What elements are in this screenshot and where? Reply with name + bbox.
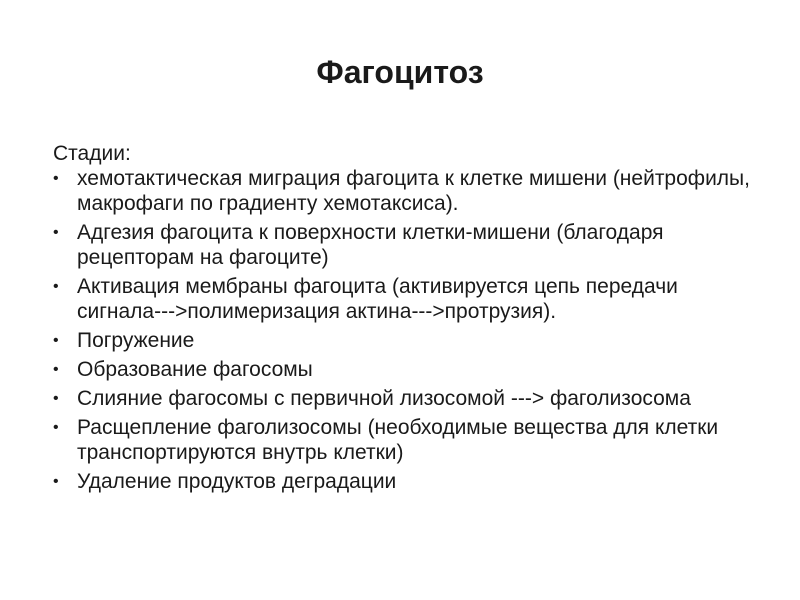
stages-list — [53, 166, 763, 494]
list-item — [53, 166, 763, 216]
list-item-text: Удаление продуктов деградации — [77, 470, 397, 493]
list-item — [53, 415, 763, 465]
list-item-text: Слияние фагосомы с первичной лизосомой ---> фаголизосома — [77, 387, 691, 410]
bullet-icon: • — [53, 473, 59, 490]
bullet-icon: • — [53, 390, 59, 407]
bullet-icon: • — [53, 419, 59, 436]
list-item — [53, 274, 763, 324]
list-item — [53, 220, 763, 270]
bullet-icon: • — [53, 332, 59, 349]
list-item — [53, 386, 763, 411]
slide-title: Фагоцитоз — [316, 54, 484, 90]
bullet-icon: • — [53, 361, 59, 378]
bullet-icon: • — [53, 278, 59, 295]
list-item-text: Адгезия фагоцита к поверхности клетки-мишени (благодаря рецепторам на фагоците) — [77, 221, 664, 269]
list-item-text: Образование фагосомы — [77, 358, 313, 381]
list-item — [53, 469, 763, 494]
list-item — [53, 328, 763, 353]
bullet-icon: • — [53, 170, 59, 187]
list-item-text: хемотактическая миграция фагоцита к клетке мишени (нейтрофилы, макрофаги по градиенту хемотаксиса). — [77, 167, 750, 215]
list-item-text: Погружение — [77, 329, 195, 352]
list-item — [53, 357, 763, 382]
slide-content — [53, 141, 763, 498]
list-item-text: Расщепление фаголизосомы (необходимые вещества для клетки транспортируются внутрь клетки) — [77, 416, 719, 464]
bullet-icon: • — [53, 224, 59, 241]
list-item-text: Активация мембраны фагоцита (активируется цепь передачи сигнала--->полимеризация актина--->протрузия). — [77, 275, 678, 323]
stages-heading: Стадии: — [53, 142, 131, 165]
